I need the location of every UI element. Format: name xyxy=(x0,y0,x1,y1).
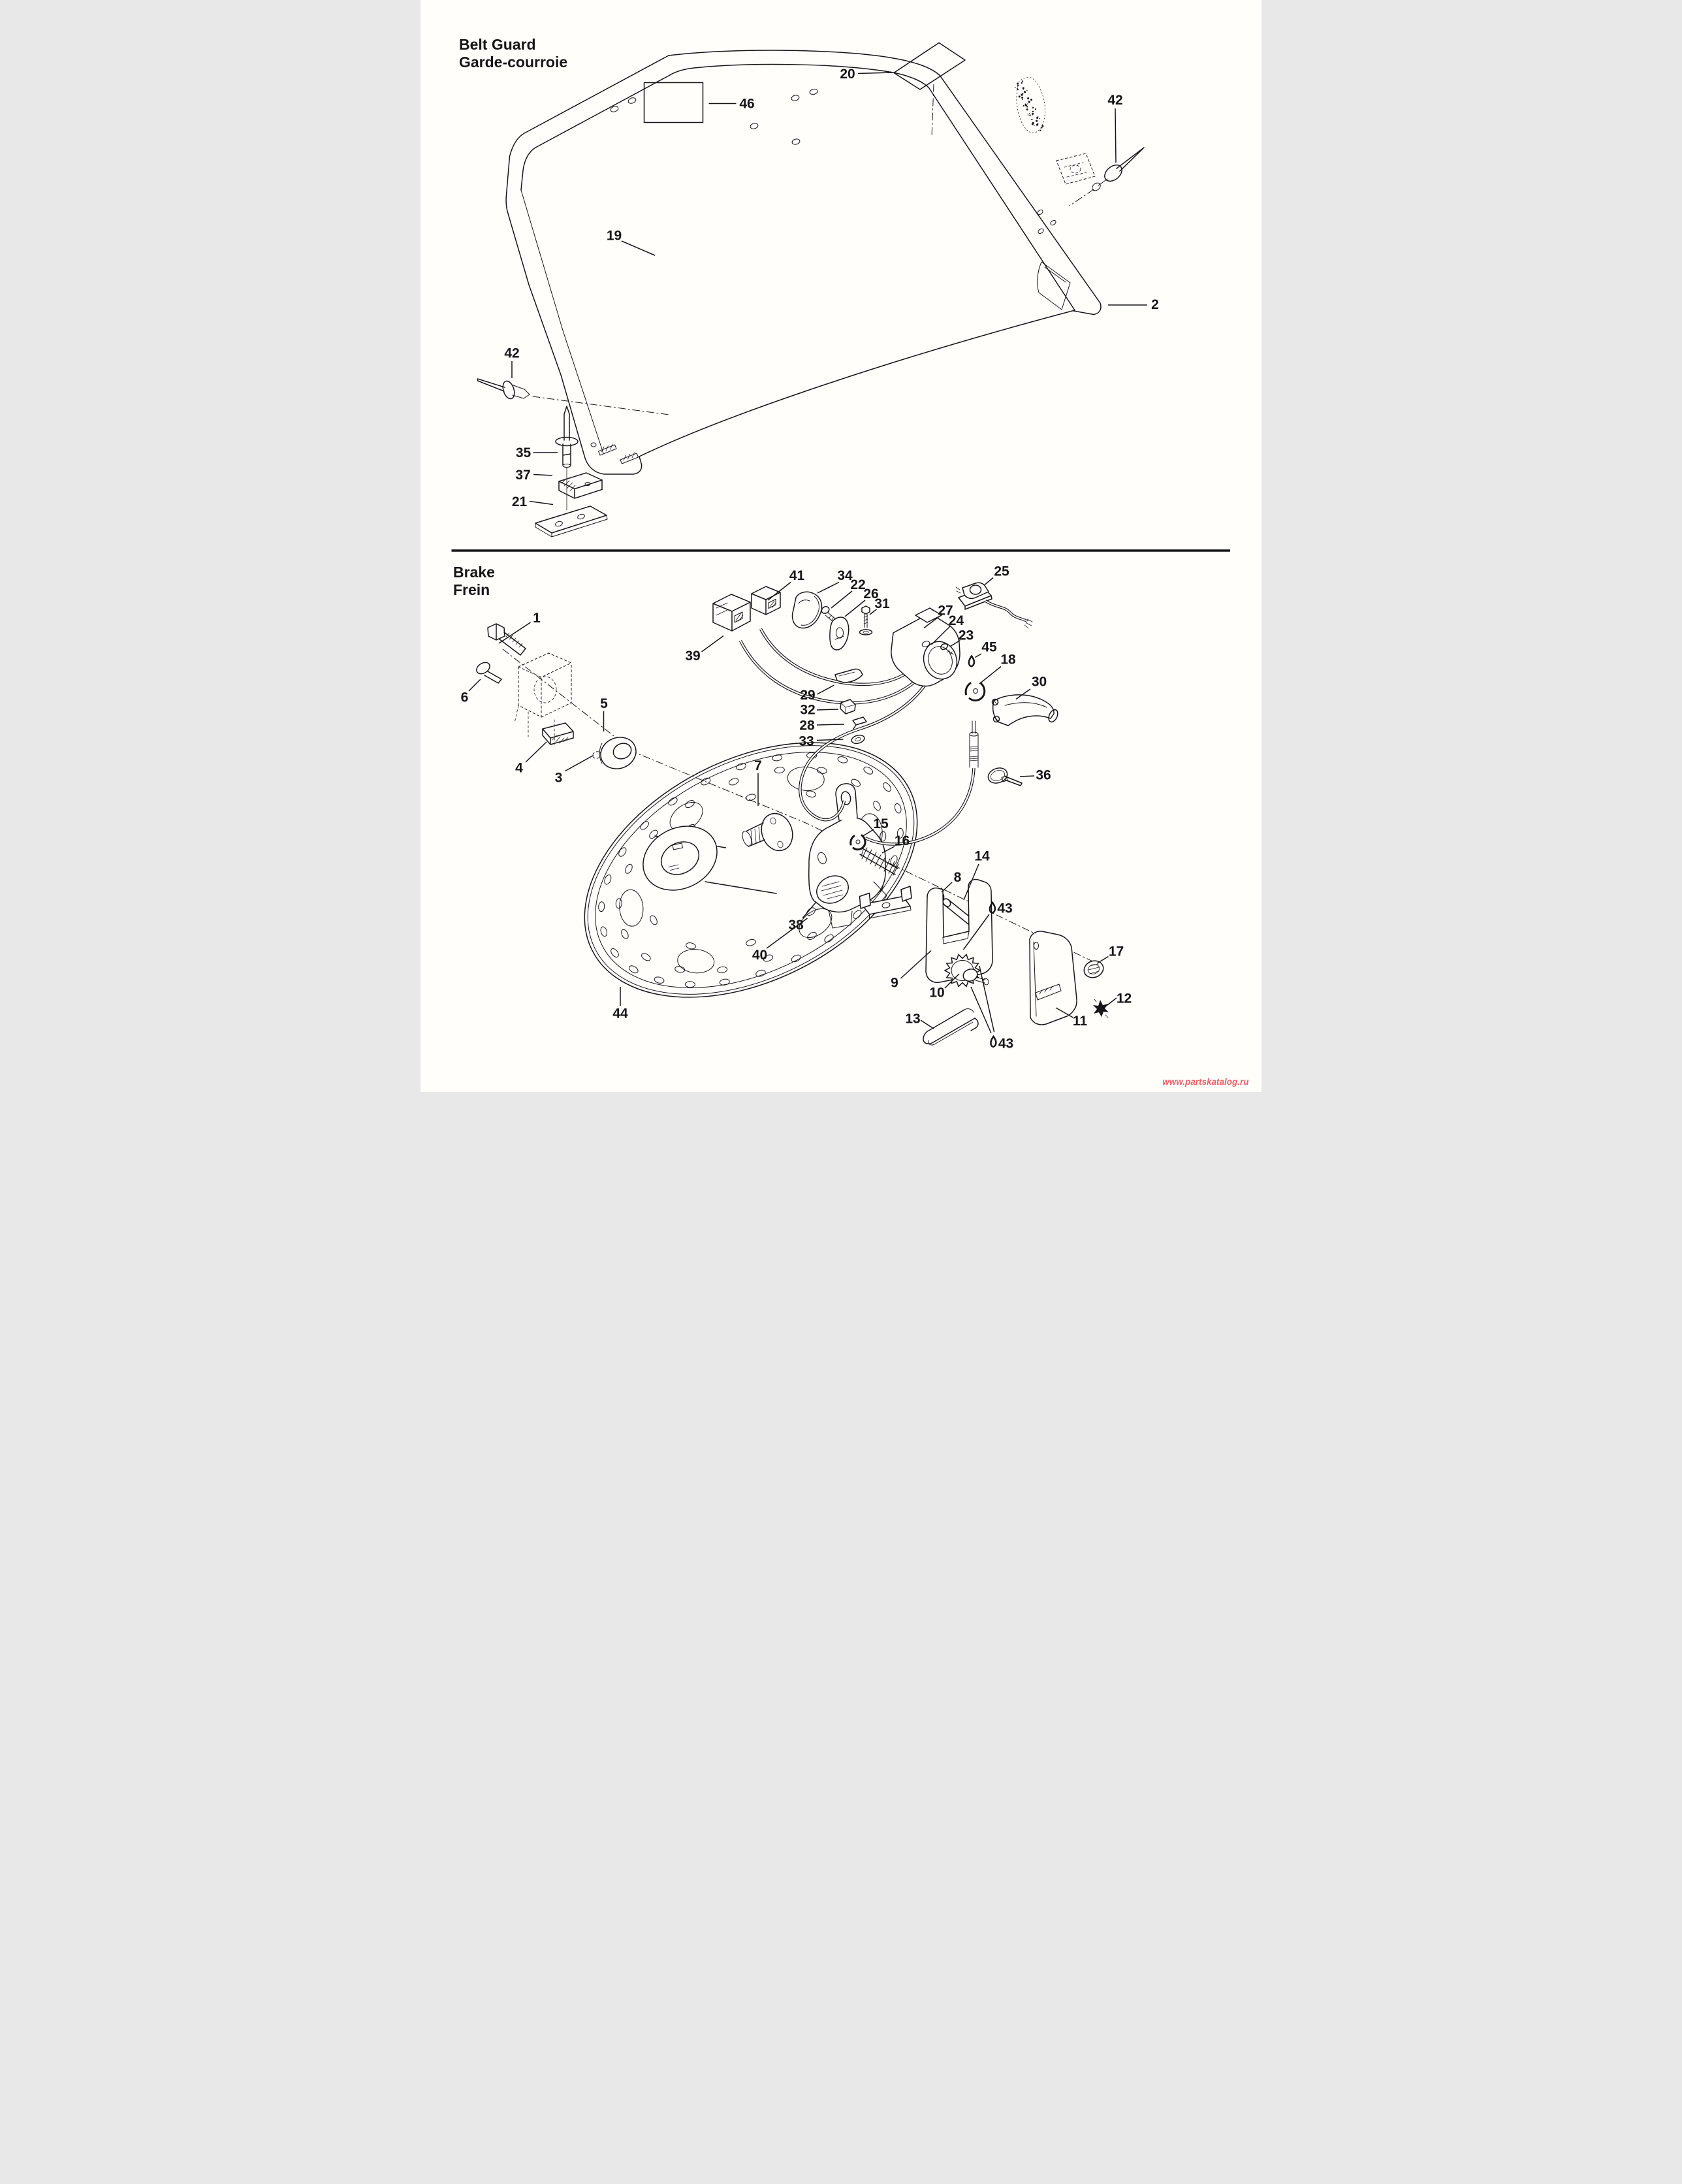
callout-23-label: 23 xyxy=(958,628,974,643)
callout-20-label: 20 xyxy=(840,67,855,82)
callout-36-leader xyxy=(1020,776,1034,777)
callout-38-label: 38 xyxy=(788,918,804,933)
callout-9-label: 9 xyxy=(891,975,898,991)
callout-3-label: 3 xyxy=(554,770,563,786)
callout-19-label: 19 xyxy=(606,228,622,244)
callout-27-label: 27 xyxy=(938,603,953,618)
callout-5-label: 5 xyxy=(600,696,608,711)
callout-17-label: 17 xyxy=(1108,944,1124,959)
callout-12-label: 12 xyxy=(1116,991,1132,1006)
callout-45-label: 45 xyxy=(981,639,997,655)
callout-21-label: 21 xyxy=(511,494,528,509)
outer-pad-11 xyxy=(1030,931,1077,1025)
callout-1-label: 1 xyxy=(533,611,541,626)
callout-13-label: 13 xyxy=(905,1011,921,1027)
callout-25-label: 25 xyxy=(994,564,1009,579)
callout-11-label: 11 xyxy=(1072,1014,1088,1029)
callout-7-label: 7 xyxy=(754,758,762,773)
callout-32-label: 32 xyxy=(800,702,816,718)
callout-36-label: 36 xyxy=(1036,767,1051,783)
watermark: www.partskatalog.ru xyxy=(1162,1077,1249,1087)
callout-2-label: 2 xyxy=(1151,297,1159,312)
catalog-page xyxy=(420,0,1262,1092)
callout-43-label: 43 xyxy=(998,1036,1014,1052)
callout-10-label: 10 xyxy=(929,985,945,1001)
callout-42-label: 42 xyxy=(1107,93,1123,108)
callout-40-label: 40 xyxy=(752,948,768,963)
callout-22-label: 22 xyxy=(850,577,866,592)
belt-guard-title-fr: Garde-courroie xyxy=(459,54,568,71)
callout-31-label: 31 xyxy=(874,596,890,611)
brake-title-en: Brake xyxy=(453,564,495,581)
callout-32-leader xyxy=(817,709,838,710)
callout-42-label: 42 xyxy=(504,345,520,361)
callout-33-label: 33 xyxy=(799,733,814,749)
callout-24-label: 24 xyxy=(948,613,964,628)
parts-diagram xyxy=(420,0,1262,1092)
callout-8-label: 8 xyxy=(953,870,962,885)
callout-26-label: 26 xyxy=(863,586,879,602)
callout-42-leader xyxy=(1115,108,1116,163)
callout-41-label: 41 xyxy=(789,568,805,583)
callout-16-label: 16 xyxy=(894,833,910,848)
page-background xyxy=(420,0,1262,1092)
callout-18-label: 18 xyxy=(1000,652,1016,667)
brake-title-fr: Frein xyxy=(453,581,490,598)
callout-34-label: 34 xyxy=(837,568,853,583)
callout-30-label: 30 xyxy=(1031,674,1047,690)
callout-14-label: 14 xyxy=(974,848,990,864)
callout-28-leader xyxy=(817,724,844,725)
callout-28-label: 28 xyxy=(799,718,815,733)
callout-6-label: 6 xyxy=(460,690,469,705)
callout-44-label: 44 xyxy=(612,1006,628,1021)
callout-29-label: 29 xyxy=(800,688,816,703)
callout-46-label: 46 xyxy=(739,96,755,112)
callout-15-label: 15 xyxy=(873,816,889,831)
callout-39-label: 39 xyxy=(685,649,701,664)
belt-guard-title-en: Belt Guard xyxy=(459,36,536,53)
callout-43-label: 43 xyxy=(997,901,1013,916)
callout-4-label: 4 xyxy=(515,760,523,776)
callout-35-label: 35 xyxy=(515,445,532,460)
callout-37-label: 37 xyxy=(515,468,531,483)
